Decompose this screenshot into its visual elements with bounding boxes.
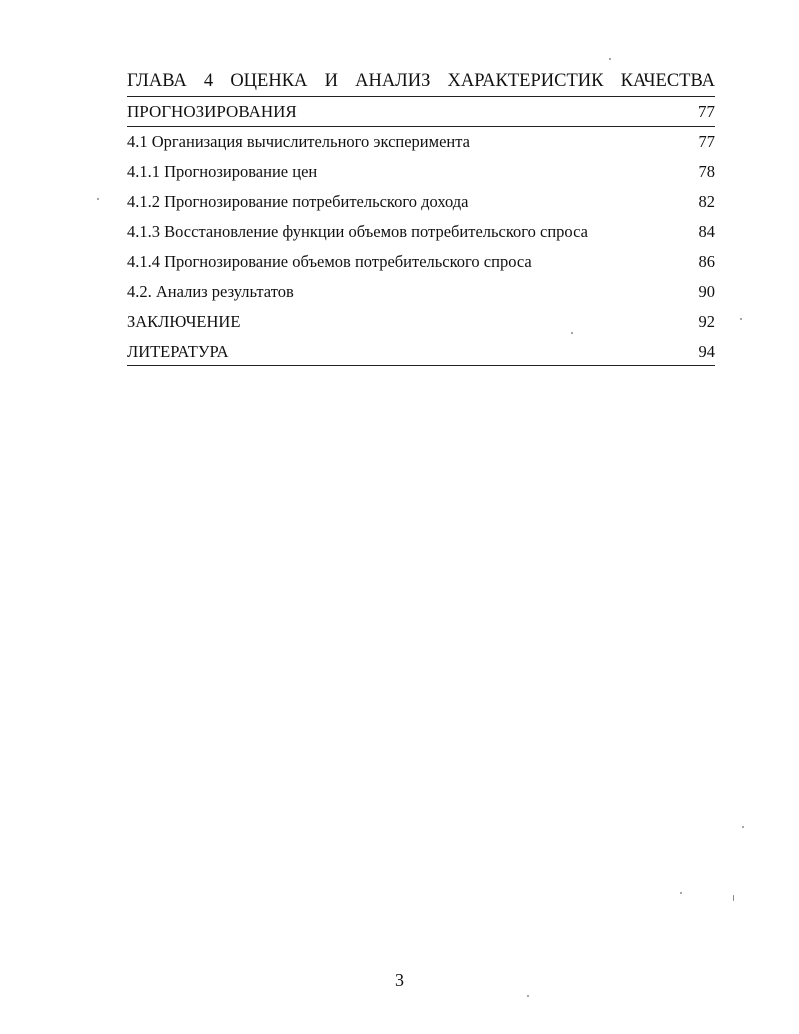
chapter-heading-word: ГЛАВА [127, 71, 187, 91]
chapter-heading-word: АНАЛИЗ [355, 71, 431, 91]
chapter-heading-word: 4 [203, 71, 214, 91]
chapter-page-number: 77 [698, 102, 715, 121]
chapter-heading-word: И [324, 71, 338, 91]
toc-entry [127, 187, 715, 217]
scan-speck [740, 318, 742, 320]
toc-entry-page: 82 [698, 191, 715, 211]
chapter-heading-line2 [127, 97, 715, 127]
scan-speck [742, 826, 744, 828]
toc-entry-title: ЗАКЛЮЧЕНИЕ [127, 311, 241, 331]
toc-entry-page: 77 [698, 131, 715, 151]
chapter-heading-continuation: ПРОГНОЗИРОВАНИЯ [127, 102, 297, 121]
toc-entry-page: 94 [698, 341, 715, 361]
toc-entry-page: 90 [698, 281, 715, 301]
toc-entry-page: 92 [698, 311, 715, 331]
toc-entry [127, 127, 715, 157]
toc-entry-title: 4.2. Анализ результатов [127, 281, 294, 301]
chapter-heading-word: ХАРАКТЕРИСТИК [447, 71, 604, 91]
scan-speck [680, 892, 682, 894]
toc-entry-page: 84 [698, 221, 715, 241]
toc-entry-title: 4.1.2 Прогнозирование потребительского дохода [127, 191, 469, 211]
toc-entry-title: 4.1.3 Восстановление функции объемов потребительского спроса [127, 221, 588, 241]
toc-entry-title: ЛИТЕРАТУРА [127, 341, 229, 361]
toc-entry-page: 78 [698, 161, 715, 181]
toc-entry-title: 4.1 Организация вычислительного эксперимента [127, 131, 470, 151]
toc-entry-title: 4.1.1 Прогнозирование цен [127, 161, 318, 181]
scan-speck [527, 995, 529, 997]
toc-entry [127, 247, 715, 277]
scan-speck [97, 198, 99, 200]
toc-entry-page: 86 [698, 251, 715, 271]
toc-entry-title: 4.1.4 Прогнозирование объемов потребительского спроса [127, 251, 532, 271]
scan-speck [571, 332, 573, 334]
chapter-heading-word: ОЦЕНКА [230, 71, 308, 91]
chapter-heading-word: КАЧЕСТВА [620, 71, 715, 91]
toc-entry [127, 157, 715, 187]
toc-entry-conclusion [127, 307, 715, 337]
toc-entry-references [127, 337, 715, 367]
table-of-contents [127, 66, 715, 366]
page-number: 3 [395, 970, 404, 990]
scan-speck [733, 895, 734, 901]
scan-speck [609, 58, 611, 60]
toc-entry [127, 277, 715, 307]
chapter-heading-line1 [127, 66, 715, 97]
toc-entry [127, 217, 715, 247]
